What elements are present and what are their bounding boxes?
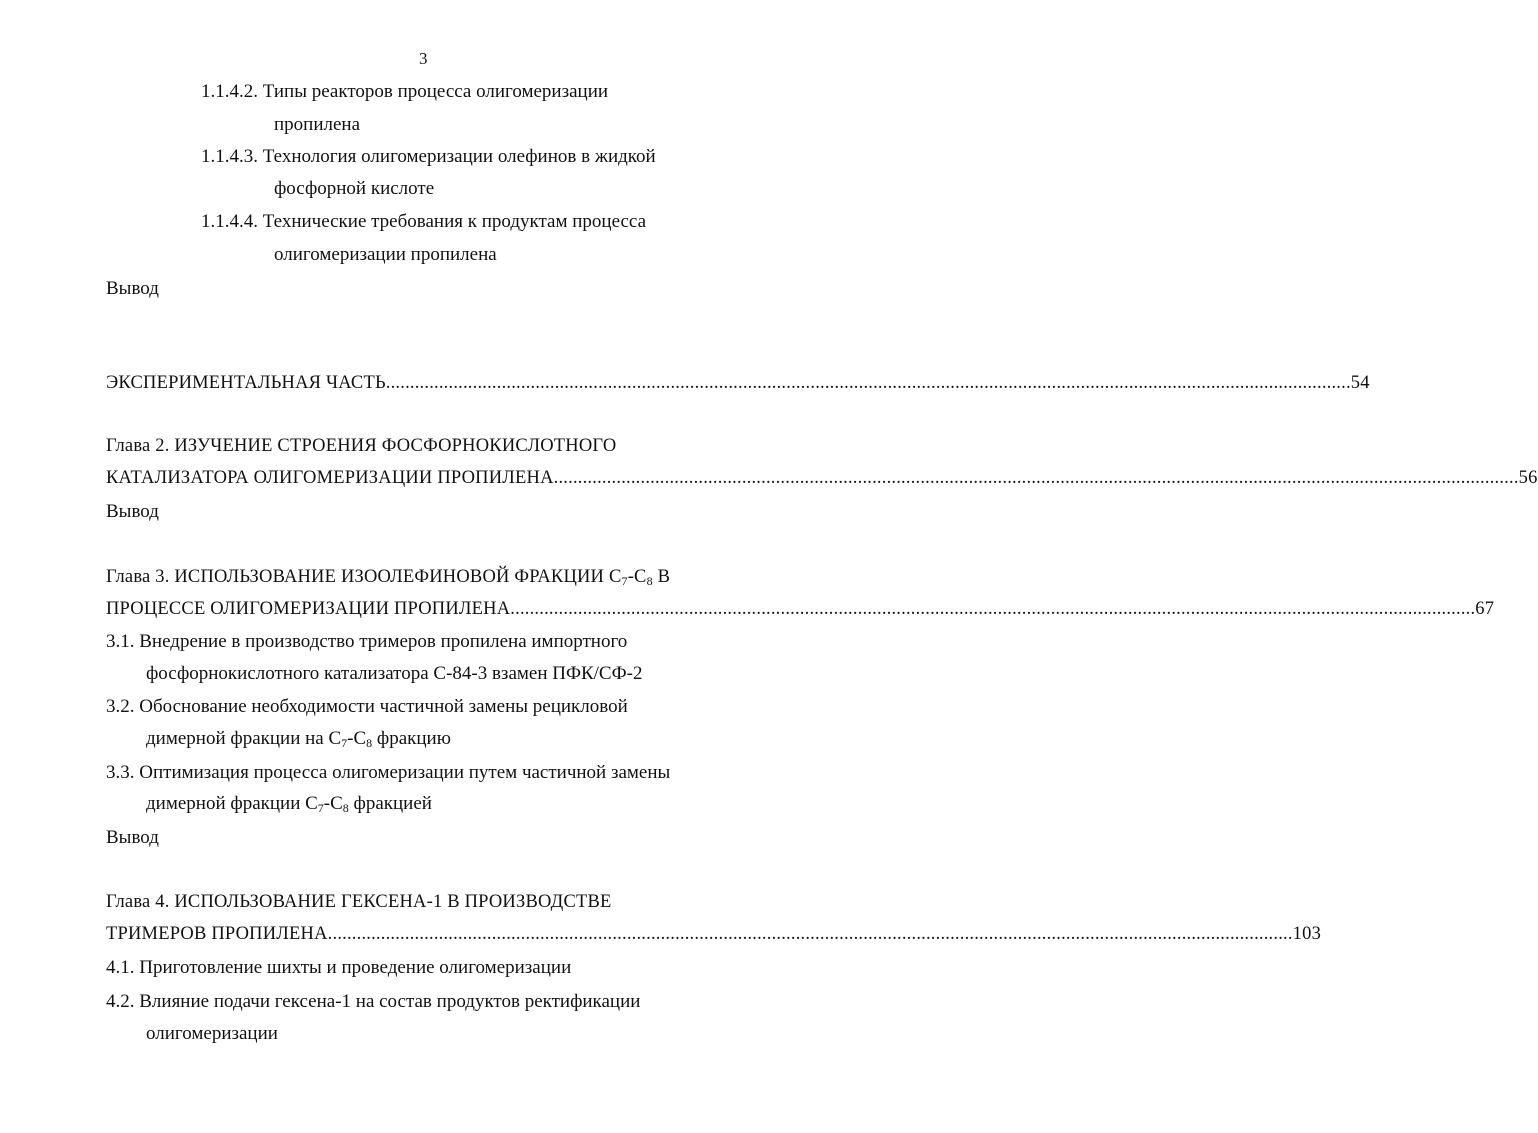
toc-item-1-1-4-3-cont: фосфорной кислоте [274,178,435,199]
section-4-2-cont: олигомеризации [146,1023,278,1044]
chapter-4-title-line2: ТРИМЕРОВ ПРОПИЛЕНА [106,924,328,944]
section-3-1 [106,630,627,654]
chapter-3-title-text: В [652,567,671,587]
toc-item-1-1-4-3 [201,145,656,169]
section-number: 3.3. [106,762,135,783]
chapter-2-title-line2: КАТАЛИЗАТОРА ОЛИГОМЕРИЗАЦИИ ПРОПИЛЕНА [106,468,554,488]
section-text: -С [323,793,343,814]
chapter-3-title [106,565,670,589]
section-text: фракцией [348,793,432,814]
section-number: 4.1. [106,957,135,978]
toc-item-1-1-4-2 [201,80,608,104]
leader-dots: ........................................................................................................................................................................................................ [510,599,1476,619]
section-3-2 [106,695,628,719]
chapter-2-title-cont [106,466,1538,490]
chapter-2-page: 56 [1518,468,1538,488]
chapter-3-page: 67 [1475,599,1495,619]
section-3-1-cont: фосфорнокислотного катализатора С-84-3 взамен ПФК/СФ-2 [146,663,643,684]
item-title: Типы реакторов процесса олигомеризации [262,81,609,102]
chapter-3-title-text: -С [627,567,647,587]
toc-experimental [106,371,1370,395]
section-title: Оптимизация процесса олигомеризации путем частичной замены [139,762,671,783]
section-text: фракцию [372,728,451,749]
chapter-3-title-line2: ПРОЦЕССЕ ОЛИГОМЕРИЗАЦИИ ПРОПИЛЕНА [106,599,511,619]
chapter-2-title: Глава 2. ИЗУЧЕНИЕ СТРОЕНИЯ ФОСФОРНОКИСЛОТНОГО [106,436,617,456]
section-3-3-cont [146,792,432,816]
section-4-2 [106,990,640,1014]
section-title: Приготовление шихты и проведение олигомеризации [139,957,572,978]
item-number: 1.1.4.3. [201,146,258,167]
subscript: 8 [646,574,653,588]
item-number: 1.1.4.4. [201,211,258,232]
section-number: 3.2. [106,696,135,717]
section-text: димерной фракции на С [146,728,342,749]
toc-item-1-1-4-2-cont: пропилена [274,114,361,135]
item-number: 1.1.4.2. [201,81,258,102]
conclusion-label-2: Вывод [106,501,159,522]
section-title: Влияние подачи гексена-1 на состав продуктов ректификации [139,991,641,1012]
subscript: 7 [621,574,628,588]
chapter-4-page: 103 [1292,924,1322,944]
subscript: 8 [342,801,349,815]
section-title: Обоснование необходимости частичной замены рецикловой [139,696,628,717]
toc-experimental-page: 54 [1350,373,1370,393]
toc-item-1-1-4-4 [201,210,646,234]
section-3-2-cont [146,727,451,751]
page-number: 3 [419,49,428,68]
section-number: 3.1. [106,631,135,652]
section-text: -С [347,728,367,749]
leader-dots: ........................................................................................................................................................................................................ [385,373,1351,393]
chapter-3-title-cont [106,597,1495,621]
subscript: 7 [341,736,348,750]
chapter-4-title-cont [106,922,1322,946]
leader-dots: ........................................................................................................................................................................................................ [553,468,1519,488]
item-title: Технология олигомеризации олефинов в жидкой [262,146,656,167]
chapter-4-title: Глава 4. ИСПОЛЬЗОВАНИЕ ГЕКСЕНА-1 В ПРОИЗВОДСТВЕ [106,892,612,912]
item-title: Технические требования к продуктам процесса [262,211,647,232]
section-3-3 [106,761,670,785]
toc-item-1-1-4-4-cont: олигомеризации пропилена [274,244,497,265]
leader-dots: ........................................................................................................................................................................................................ [327,924,1293,944]
section-4-1 [106,956,571,980]
conclusion-label-3: Вывод [106,827,159,848]
section-number: 4.2. [106,991,135,1012]
subscript: 7 [317,801,324,815]
chapter-3-title-text: Глава 3. ИСПОЛЬЗОВАНИЕ ИЗООЛЕФИНОВОЙ ФРАКЦИИ С [106,567,622,587]
section-text: димерной фракции С [146,793,318,814]
section-title: Внедрение в производство тримеров пропилена импортного [139,631,628,652]
toc-experimental-title: ЭКСПЕРИМЕНТАЛЬНАЯ ЧАСТЬ [106,373,386,393]
conclusion-label-1: Вывод [106,278,159,299]
subscript: 8 [366,736,373,750]
